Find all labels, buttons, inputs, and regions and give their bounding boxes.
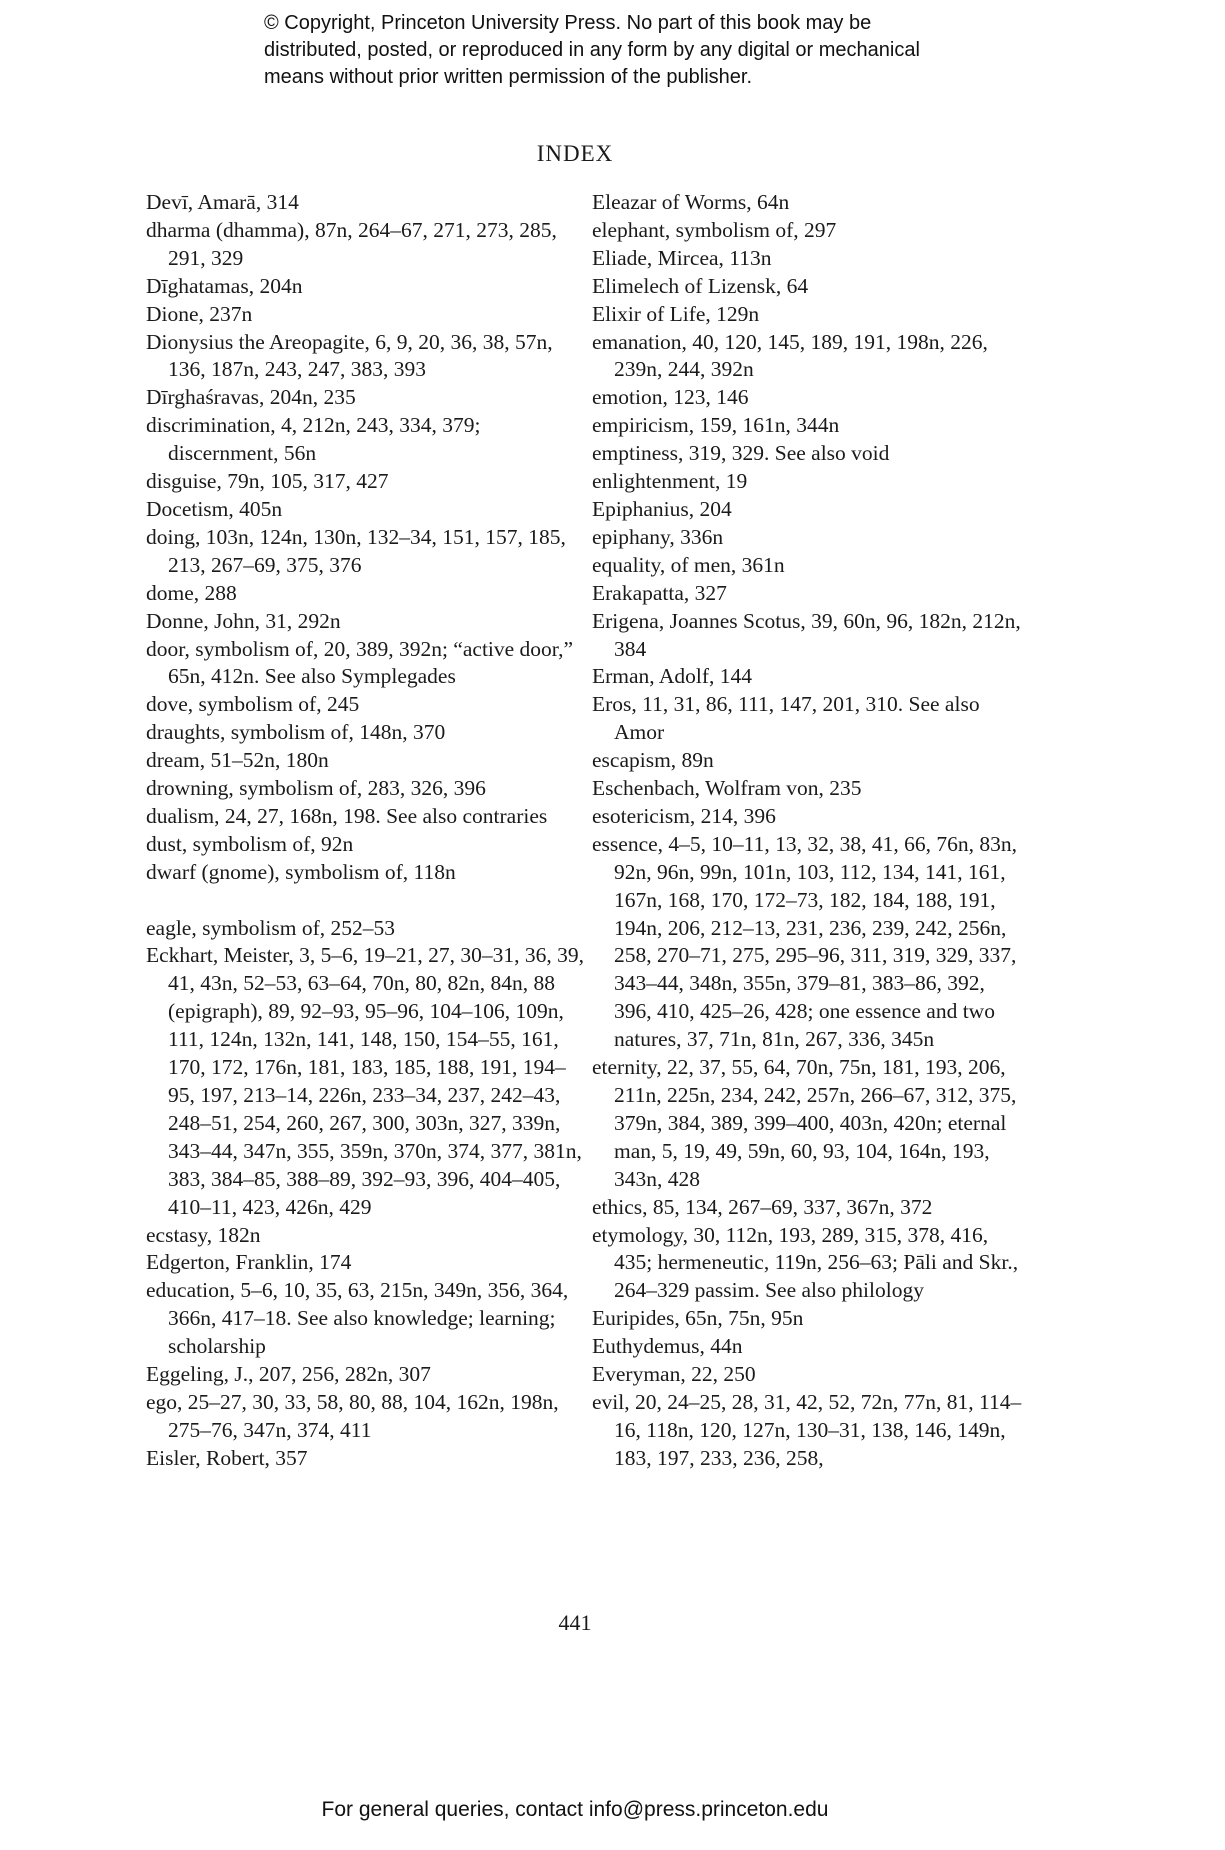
copyright-line: means without prior written permission of the publisher.	[264, 66, 753, 88]
index-entry: dove, symbolism of, 245	[146, 692, 360, 717]
index-entry: dualism, 24, 27, 168n, 198. See also contraries	[146, 803, 548, 828]
index-entry: draughts, symbolism of, 148n, 370	[146, 720, 446, 745]
index-entry: dome, 288	[146, 580, 237, 605]
index-entry: dust, symbolism of, 92n	[146, 831, 354, 856]
index-entry: Eschenbach, Wolfram von, 235	[592, 776, 862, 801]
index-entry: Dīghatamas, 204n	[146, 273, 303, 298]
index-entry: eternity, 22, 37, 55, 64, 70n, 75n, 181, 193, 206, 211n, 225n, 234, 242, 257n, 266–67, 312, 375, 379n, 384, 389, 399–400, 403n, 420n; eternal man, 5, 19, 49, 59n, 60, 93, 104, 164n, 193, 343n, 428	[592, 1055, 1017, 1191]
index-entry: dwarf (gnome), symbolism of, 118n	[146, 859, 456, 884]
index-entry: evil, 20, 24–25, 28, 31, 42, 52, 72n, 77n, 81, 114–16, 118n, 120, 127n, 130–31, 138, 146, 149n, 183, 197, 233, 236, 258,	[592, 1389, 1022, 1470]
section-gap	[146, 887, 586, 915]
index-entry: Everyman, 22, 250	[592, 1362, 756, 1387]
index-entry: Eggeling, J., 207, 256, 282n, 307	[146, 1362, 431, 1387]
index-entry: dharma (dhamma), 87n, 264–67, 271, 273, 285, 291, 329	[146, 217, 557, 270]
index-entry: Eckhart, Meister, 3, 5–6, 19–21, 27, 30–31, 36, 39, 41, 43n, 52–53, 63–64, 70n, 80, 82n, 84n, 88 (epigraph), 89, 92–93, 95–96, 104–106, 109n, 111, 124n, 132n, 141, 148, 150, 154–55, 161, 170, 172, 176n, 181, 183, 185, 188, 191, 194–95, 197, 213–14, 226n, 233–34, 237, 242–43, 248–51, 254, 260, 267, 300, 303n, 327, 339n, 343–44, 347n, 355, 359n, 370n, 374, 377, 381n, 383, 384–85, 388–89, 392–93, 396, 404–405, 410–11, 423, 426n, 429	[146, 943, 585, 1219]
index-entry: elephant, symbolism of, 297	[592, 217, 837, 242]
footer-contact: For general queries, contact info@press.princeton.edu	[321, 1798, 829, 1821]
index-entry: doing, 103n, 124n, 130n, 132–34, 151, 157, 185, 213, 267–69, 375, 376	[146, 524, 566, 577]
index-entry: essence, 4–5, 10–11, 13, 32, 38, 41, 66, 76n, 83n, 92n, 96n, 99n, 101n, 103, 112, 134, 141, 161, 167n, 168, 170, 172–73, 182, 184, 188, 191, 194n, 206, 212–13, 231, 236, 239, 242, 256n, 258, 270–71, 275, 295–96, 311, 319, 329, 337, 343–44, 348n, 355n, 379–81, 383–86, 392, 396, 410, 425–26, 428; one essence and two natures, 37, 71n, 81n, 267, 336, 345n	[592, 831, 1017, 1052]
index-entry: Eleazar of Worms, 64n	[592, 190, 790, 214]
index-entry: emotion, 123, 146	[592, 385, 749, 410]
copyright-line: distributed, posted, or reproduced in any form by any digital or mechanical	[264, 39, 920, 61]
index-entry: Erman, Adolf, 144	[592, 664, 753, 689]
index-entry: enlightenment, 19	[592, 469, 748, 494]
index-entry: ethics, 85, 134, 267–69, 337, 367n, 372	[592, 1194, 933, 1219]
index-entry: Docetism, 405n	[146, 496, 283, 521]
index-entry: Dione, 237n	[146, 301, 253, 326]
index-column-left	[146, 189, 586, 1473]
index-entry: Erigena, Joannes Scotus, 39, 60n, 96, 182n, 212n, 384	[592, 608, 1021, 661]
index-entry: etymology, 30, 112n, 193, 289, 315, 378, 416, 435; hermeneutic, 119n, 256–63; Pāli and Skr., 264–329 passim. See also philology	[592, 1222, 1019, 1303]
page-title: INDEX	[536, 141, 614, 166]
index-entry: Euthydemus, 44n	[592, 1334, 743, 1359]
index-entry: Dionysius the Areopagite, 6, 9, 20, 36, 38, 57n, 136, 187n, 243, 247, 383, 393	[146, 329, 553, 382]
index-entry: Eliade, Mircea, 113n	[592, 245, 772, 270]
index-entry: esotericism, 214, 396	[592, 803, 776, 828]
index-entry: disguise, 79n, 105, 317, 427	[146, 469, 389, 494]
index-entry: Elixir of Life, 129n	[592, 301, 760, 326]
index-entry: escapism, 89n	[592, 748, 714, 773]
index-entry: Elimelech of Lizensk, 64	[592, 273, 809, 298]
index-entry: Epiphanius, 204	[592, 496, 732, 521]
index-entry: Erakapatta, 327	[592, 580, 727, 605]
index-entry: dream, 51–52n, 180n	[146, 748, 329, 773]
index-entry: Dīrghaśravas, 204n, 235	[146, 385, 356, 410]
copyright-line: © Copyright, Princeton University Press. No part of this book may be	[264, 12, 872, 34]
index-entry: drowning, symbolism of, 283, 326, 396	[146, 776, 486, 801]
copyright-notice	[264, 10, 1024, 91]
index-entry: door, symbolism of, 20, 389, 392n; “active door,” 65n, 412n. See also Symplegades	[146, 636, 574, 689]
index-entry: epiphany, 336n	[592, 524, 724, 549]
index-entry: discrimination, 4, 212n, 243, 334, 379; discernment, 56n	[146, 413, 481, 466]
index-entry: education, 5–6, 10, 35, 63, 215n, 349n, 356, 364, 366n, 417–18. See also knowledge; learning; scholarship	[146, 1278, 569, 1359]
index-column-right	[592, 189, 1022, 1473]
page-number: 441	[558, 1610, 592, 1635]
index-entry: equality, of men, 361n	[592, 552, 785, 577]
index-entry: emanation, 40, 120, 145, 189, 191, 198n, 226, 239n, 244, 392n	[592, 329, 988, 382]
index-entry: eagle, symbolism of, 252–53	[146, 915, 396, 940]
index-entry: ego, 25–27, 30, 33, 58, 80, 88, 104, 162n, 198n, 275–76, 347n, 374, 411	[146, 1389, 559, 1442]
index-entry: Devī, Amarā, 314	[146, 190, 299, 214]
index-entry: Eros, 11, 31, 86, 111, 147, 201, 310. See also Amor	[592, 692, 980, 745]
index-entry: Eisler, Robert, 357	[146, 1445, 308, 1470]
index-entry: emptiness, 319, 329. See also void	[592, 441, 890, 466]
index-entry: Donne, John, 31, 292n	[146, 608, 341, 633]
index-entry: ecstasy, 182n	[146, 1222, 261, 1247]
index-entry: empiricism, 159, 161n, 344n	[592, 413, 840, 438]
index-entry: Edgerton, Franklin, 174	[146, 1250, 352, 1275]
index-entry: Euripides, 65n, 75n, 95n	[592, 1306, 804, 1331]
